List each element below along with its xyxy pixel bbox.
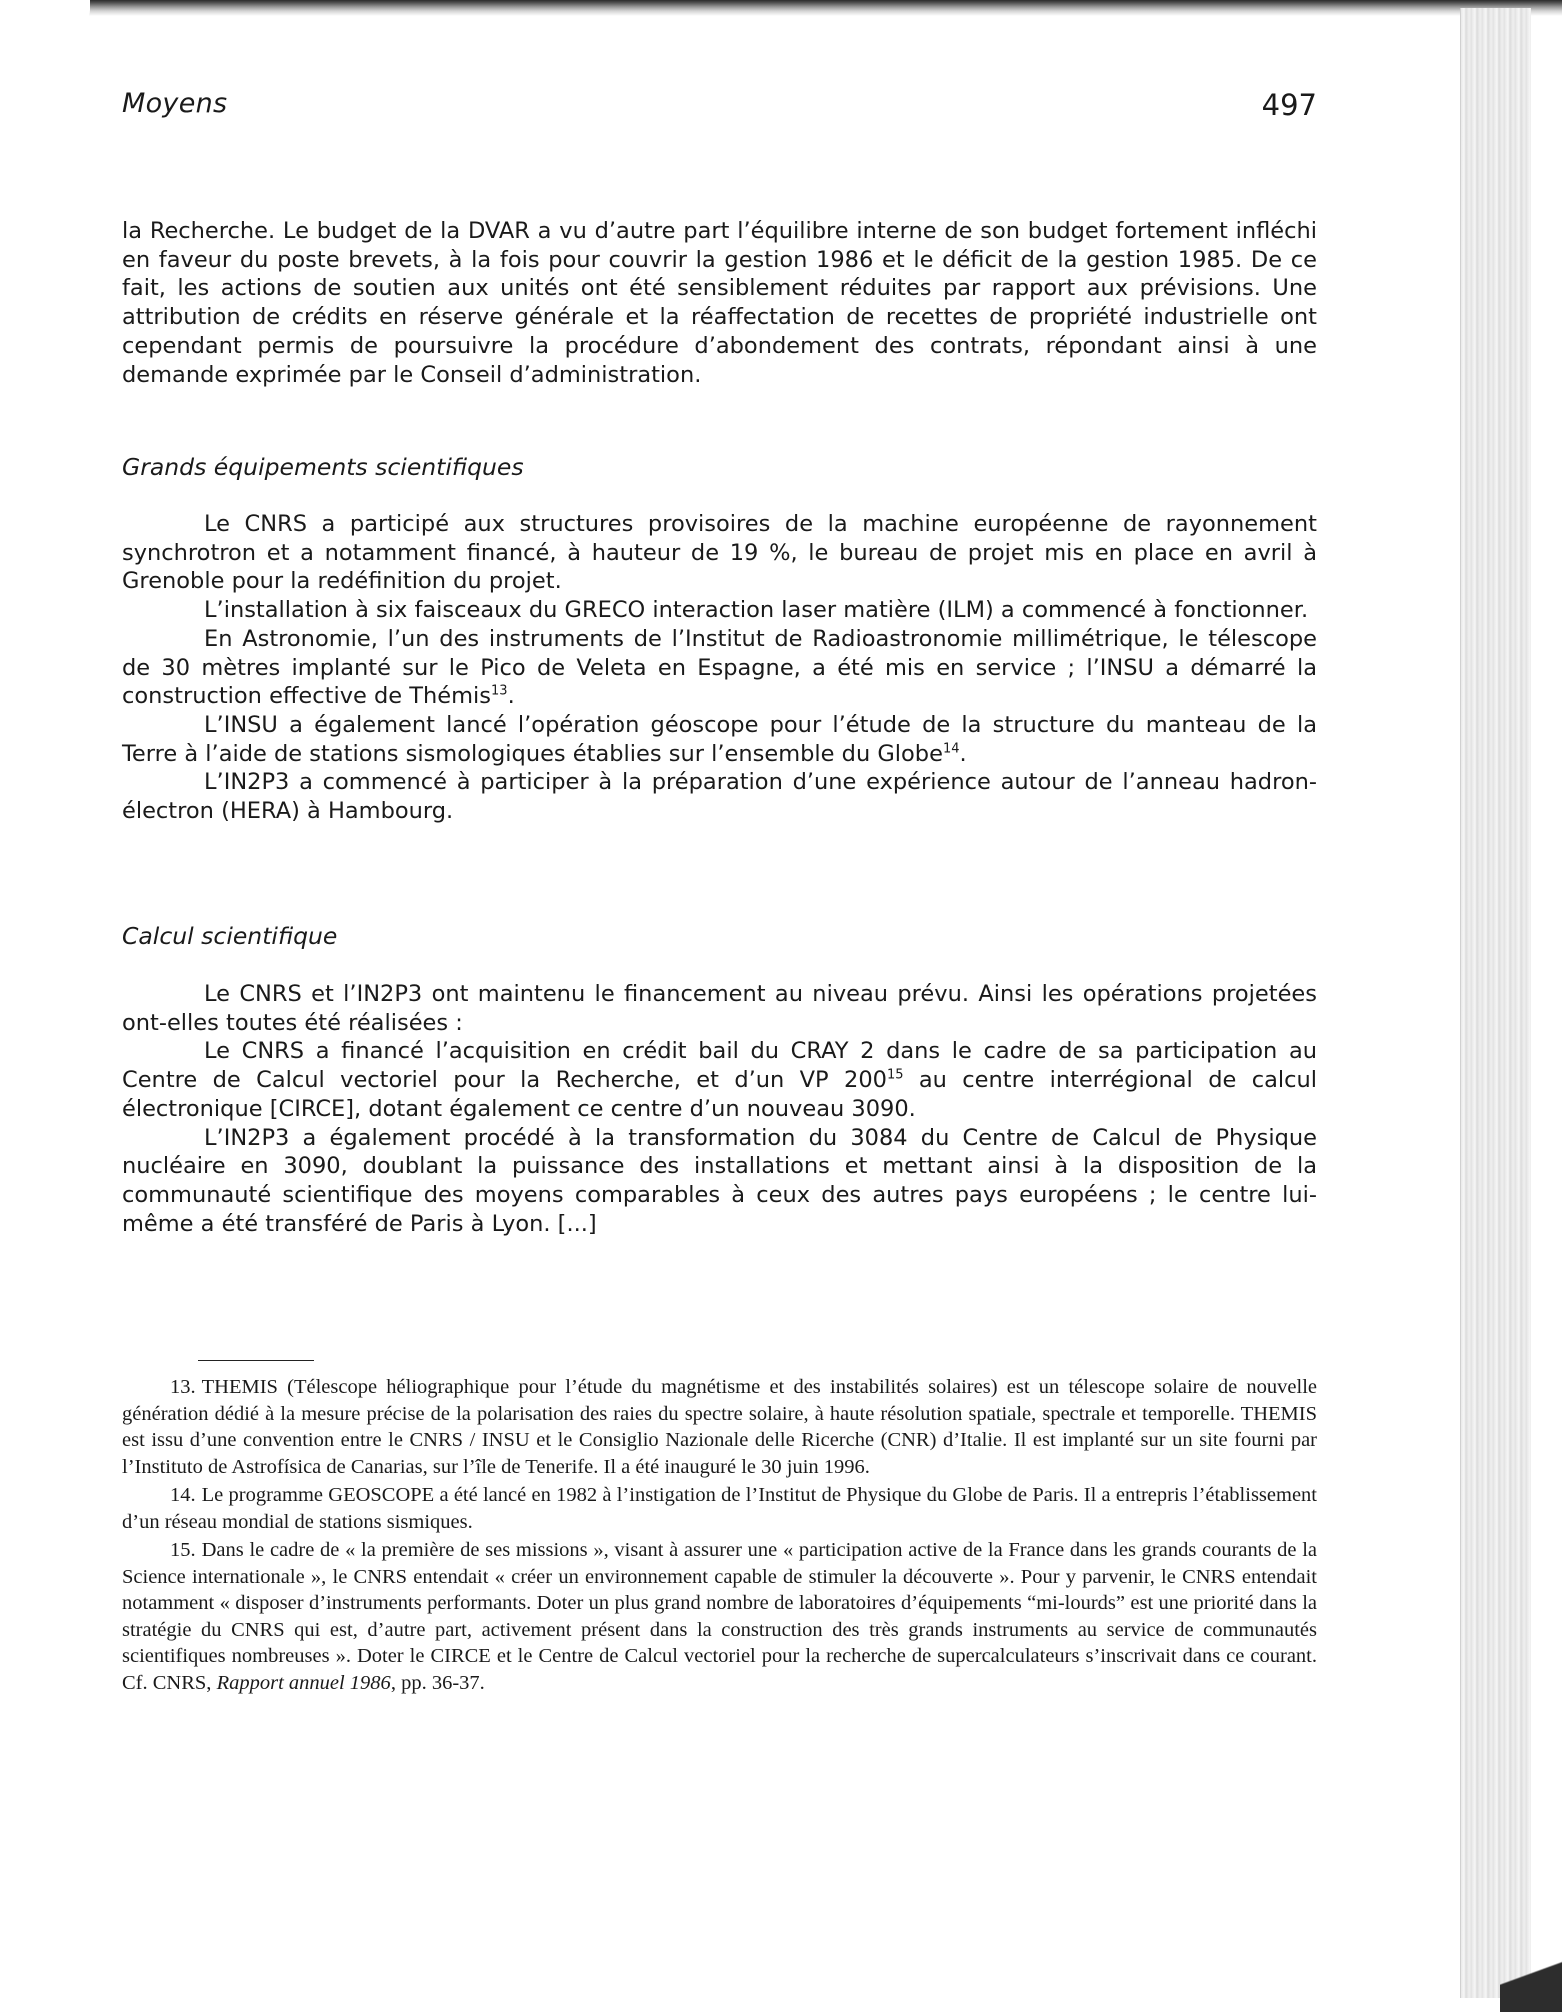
intro-paragraph-block xyxy=(122,217,1317,389)
paragraph: L’INSU a également lancé l’opération géoscope pour l’étude de la structure du manteau de la Terre à l’aide de stations sismologiques établies sur l’ensemble du Globe$^{14}$. xyxy=(122,711,1317,767)
footnote-15: 15. Dans le cadre de « la première de ses missions », visant à assurer une « participation active de la France dans les grands courants de la Science internationale », le CNRS entendait « créer un environnement capable de stimuler la découverte ». Pour y parvenir, le CNRS entendait notamment « disposer d’instruments performants. Doter un plus grand nombre de laboratoires d’équipements “mi-lourds” est une priorité dans la stratégie du CNRS qui est, d’autre part, activement présent dans la construction des très grands instruments au service de communautés scientifiques nombreuses ». Doter le CIRCE et le Centre de Calcul vectoriel pour la recherche de supercalculateurs s’inscrivait dans ce courant. Cf. CNRS, Rapport annuel 1986, pp. 36-37. xyxy=(122,1539,1317,1694)
page-curl xyxy=(0,0,90,40)
citation-title: Rapport annuel 1986 xyxy=(216,1671,391,1694)
page-number: 497 xyxy=(1261,88,1317,122)
footnotes xyxy=(122,1374,1317,1698)
paragraph: Le CNRS a participé aux structures provisoires de la machine européenne de rayonnement synchrotron et a notamment financé, à hauteur de 19 %, le bureau de projet mis en place en avril à Grenoble pour la redéfinition du projet. xyxy=(122,511,1317,595)
paragraph: Le CNRS et l’IN2P3 ont maintenu le financement au niveau prévu. Ainsi les opérations projetées ont-elles toutes été réalisées : xyxy=(122,981,1317,1036)
section-grands-equipements-body xyxy=(122,510,1317,826)
section-calcul-scientifique-body xyxy=(122,980,1317,1238)
footnote-ref-15[interactable]: 15 xyxy=(886,1067,904,1083)
scan-corner-shadow xyxy=(1500,1950,1562,2012)
section-heading-calcul-scientifique: Calcul scientifique xyxy=(122,922,338,950)
paragraph: L’installation à six faisceaux du GRECO interaction laser matière (ILM) a commencé à fonctionner. xyxy=(204,597,1309,624)
section-heading-grands-equipements: Grands équipements scientifiques xyxy=(122,453,524,481)
footnote-ref-13[interactable]: 13 xyxy=(491,683,508,699)
intro-paragraph: la Recherche. Le budget de la DVAR a vu d’autre part l’équilibre interne de son budget fortement infléchi en faveur du poste brevets, à la fois pour couvrir la gestion 1986 et le déficit de la gestion 1985. De ce fait, les actions de soutien aux unités ont été sensiblement réduites par rapport aux prévisions. Une attribution de crédits en réserve générale et la réaffectation de recettes de propriété industrielle ont cependant permis de poursuivre la procédure d’abondement des contrats, répondant ainsi à une demande exprimée par le Conseil d’administration. xyxy=(122,218,1317,388)
paragraph: En Astronomie, l’un des instruments de l’Institut de Radioastronomie millimétrique, le télescope de 30 mètres implanté sur le Pico de Veleta en Espagne, a été mis en service ; l’INSU a démarré la construction effective de Thémis$^{13}$. xyxy=(122,625,1317,710)
paragraph: L’IN2P3 a commencé à participer à la préparation d’une expérience autour de l’anneau hadron-électron (HERA) à Hambourg. xyxy=(122,769,1317,825)
footnote-14: 14. Le programme GEOSCOPE a été lancé en 1982 à l’instigation de l’Institut de Physique du Globe de Paris. Il a entrepris l’établissement d’un réseau mondial de stations sismiques. xyxy=(122,1484,1317,1533)
running-header xyxy=(122,88,1317,128)
footnote-13: 13. THEMIS (Télescope héliographique pour l’étude du magnétisme et des instabilités solaires) est un télescope solaire de nouvelle génération dédié à la mesure précise de la polarisation des raies du spectre solaire, à haute résolution spatiale, spectrale et temporelle. THEMIS est issu d’une convention entre le CNRS / INSU et le Consiglio Nazionale delle Ricerche (CNR) d’Italie. Il est implanté sur un site fourni par l’Instituto de Astrofísica de Canarias, sur l’île de Tenerife. Il a été inauguré le 30 juin 1996. xyxy=(122,1376,1317,1478)
running-title: Moyens xyxy=(122,88,228,119)
paragraph: Le CNRS a financé l’acquisition en crédit bail du CRAY 2 dans le cadre de sa participation au Centre de Calcul vectoriel pour la Recherche, et d’un VP $200^{15}$ au centre interrégional de calcul électronique [CIRCE], dotant également ce centre d’un nouveau 3090. xyxy=(122,1038,1317,1122)
paragraph: L’IN2P3 a également procédé à la transformation du 3084 du Centre de Calcul de Physique nucléaire en 3090, doublant la puissance des installations et mettant ainsi à la disposition de la communauté scientifique des moyens comparables à ceux des autres pays européens ; le centre lui-même a été transféré de Paris à Lyon. [...] xyxy=(122,1124,1317,1237)
footnote-separator xyxy=(198,1360,314,1361)
footnote-ref-14[interactable]: 14 xyxy=(942,741,960,757)
page-stack-edge xyxy=(1460,8,1531,1998)
scan-top-edge xyxy=(0,0,1562,18)
